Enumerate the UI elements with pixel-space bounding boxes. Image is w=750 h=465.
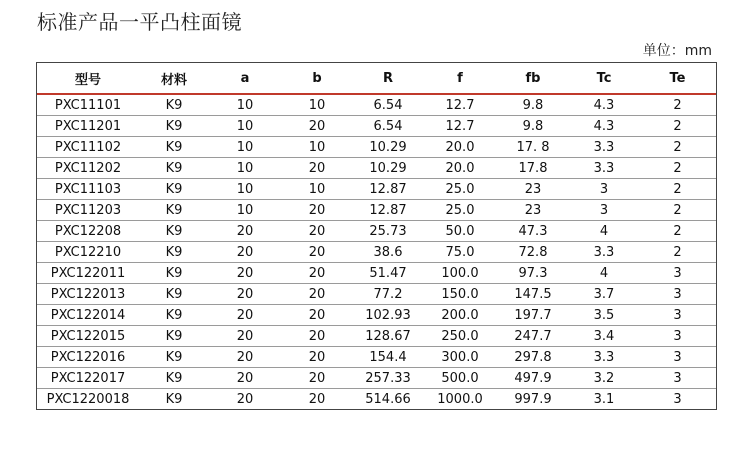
- cell-f: 50.0: [423, 221, 497, 242]
- header-fb: fb: [497, 63, 569, 94]
- cell-a: 10: [209, 116, 281, 137]
- table-row: [37, 284, 716, 305]
- cell-fb: 9.8: [497, 116, 569, 137]
- cell-model: PXC11103: [37, 179, 139, 200]
- cell-b: 20: [281, 158, 353, 179]
- cell-b: 20: [281, 284, 353, 305]
- cell-r: 51.47: [353, 263, 423, 284]
- cell-a: 20: [209, 221, 281, 242]
- cell-b: 10: [281, 179, 353, 200]
- table-row: [37, 389, 716, 410]
- cell-b: 20: [281, 263, 353, 284]
- cell-fb: 23: [497, 179, 569, 200]
- cell-f: 12.7: [423, 116, 497, 137]
- cell-material: K9: [139, 137, 209, 158]
- cell-tc: 4.3: [593, 97, 615, 113]
- cell-material: K9: [139, 116, 209, 137]
- cell-te: 2: [639, 221, 716, 242]
- cell-tc: 3.4: [569, 326, 639, 347]
- cell-r: 12.87: [353, 179, 423, 200]
- cell-a: 20: [209, 347, 281, 368]
- cell-te: 2: [673, 97, 682, 113]
- cell-r: 77.2: [353, 284, 423, 305]
- cell-material: K9: [139, 263, 209, 284]
- cell-a: 20: [209, 389, 281, 410]
- cell-a: 10: [236, 97, 254, 113]
- header-b: b: [281, 63, 353, 94]
- cell-te: 2: [639, 158, 716, 179]
- cell-model: PXC122013: [37, 284, 139, 305]
- cell-material: K9: [139, 158, 209, 179]
- table-row: [37, 179, 716, 200]
- cell-te: 3: [639, 284, 716, 305]
- cell-f: 250.0: [423, 326, 497, 347]
- cell-tc: 4.3: [569, 116, 639, 137]
- cell-fb: 17. 8: [497, 137, 569, 158]
- cell-a: 10: [209, 179, 281, 200]
- cell-f: 25.0: [423, 179, 497, 200]
- cell-a: 20: [209, 242, 281, 263]
- cell-material: K9: [139, 242, 209, 263]
- cell-te: 3: [639, 305, 716, 326]
- cell-a: 20: [209, 305, 281, 326]
- cell-r: 102.93: [353, 305, 423, 326]
- cell-fb: 97.3: [497, 263, 569, 284]
- table-row: [37, 347, 716, 368]
- cell-fb: 17.8: [497, 158, 569, 179]
- cell-fb: 197.7: [497, 305, 569, 326]
- cell-material: K9: [139, 221, 209, 242]
- cell-r: 514.66: [353, 389, 423, 410]
- cell-te: 2: [639, 242, 716, 263]
- table-row: [37, 242, 716, 263]
- cell-model: PXC11201: [37, 116, 139, 137]
- cell-r: 6.54: [373, 97, 403, 113]
- cell-fb: 147.5: [497, 284, 569, 305]
- cell-tc: 3.1: [569, 389, 639, 410]
- cell-tc: 3.7: [569, 284, 639, 305]
- cell-model: PXC11202: [37, 158, 139, 179]
- cell-b: 20: [281, 200, 353, 221]
- table-row: [37, 221, 716, 242]
- cell-a: 10: [209, 200, 281, 221]
- cell-b: 20: [281, 305, 353, 326]
- cell-f: 25.0: [423, 200, 497, 221]
- unit-label: 单位：mm: [642, 43, 712, 59]
- cell-model: PXC122011: [37, 263, 139, 284]
- cell-fb: 47.3: [497, 221, 569, 242]
- cell-te: 2: [639, 116, 716, 137]
- cell-f: 12.7: [445, 97, 475, 113]
- cell-material: K9: [139, 389, 209, 410]
- spec-table: [37, 63, 716, 409]
- cell-material: K9: [139, 368, 209, 389]
- cell-r: 10.29: [353, 137, 423, 158]
- cell-material: K9: [139, 305, 209, 326]
- cell-tc: 3.3: [569, 242, 639, 263]
- cell-f: 75.0: [423, 242, 497, 263]
- cell-fb: 997.9: [497, 389, 569, 410]
- cell-f: 20.0: [423, 158, 497, 179]
- cell-material: K9: [139, 347, 209, 368]
- table-row: [37, 94, 716, 116]
- cell-a: 20: [209, 263, 281, 284]
- table-row: [37, 200, 716, 221]
- cell-model: PXC11203: [37, 200, 139, 221]
- cell-r: 128.67: [353, 326, 423, 347]
- header-te: Te: [639, 63, 716, 94]
- cell-tc: 3.5: [569, 305, 639, 326]
- cell-te: 3: [639, 326, 716, 347]
- cell-b: 20: [281, 368, 353, 389]
- cell-tc: 3.3: [569, 137, 639, 158]
- cell-tc: 4: [569, 263, 639, 284]
- cell-r: 10.29: [353, 158, 423, 179]
- cell-te: 3: [639, 389, 716, 410]
- header-model: 型号: [37, 63, 139, 94]
- cell-f: 1000.0: [423, 389, 497, 410]
- cell-f: 300.0: [423, 347, 497, 368]
- cell-f: 150.0: [423, 284, 497, 305]
- cell-a: 10: [209, 158, 281, 179]
- cell-a: 20: [209, 368, 281, 389]
- cell-te: 3: [639, 368, 716, 389]
- cell-a: 10: [209, 137, 281, 158]
- cell-b: 20: [281, 221, 353, 242]
- cell-model: PXC1220018: [37, 389, 139, 410]
- cell-model: PXC12208: [37, 221, 139, 242]
- cell-tc: 3.3: [569, 347, 639, 368]
- cell-model: PXC11101: [54, 97, 122, 113]
- cell-te: 3: [639, 263, 716, 284]
- cell-a: 20: [209, 326, 281, 347]
- cell-model: PXC122014: [37, 305, 139, 326]
- cell-b: 20: [281, 116, 353, 137]
- cell-r: 38.6: [353, 242, 423, 263]
- cell-te: 2: [639, 179, 716, 200]
- cell-fb: 297.8: [497, 347, 569, 368]
- cell-tc: 4: [569, 221, 639, 242]
- page-title: 标准产品一平凸柱面镜: [37, 10, 242, 34]
- header-a: a: [209, 63, 281, 94]
- spec-table-container: [36, 62, 717, 410]
- cell-f: 200.0: [423, 305, 497, 326]
- table-row: [37, 305, 716, 326]
- cell-tc: 3.3: [569, 158, 639, 179]
- cell-f: 500.0: [423, 368, 497, 389]
- header-material: 材料: [139, 63, 209, 94]
- cell-a: 20: [209, 284, 281, 305]
- cell-b: 20: [281, 347, 353, 368]
- cell-fb: 9.8: [522, 97, 544, 113]
- cell-fb: 247.7: [497, 326, 569, 347]
- cell-b: 10: [281, 137, 353, 158]
- cell-r: 12.87: [353, 200, 423, 221]
- table-body: [37, 94, 716, 409]
- cell-b: 20: [281, 389, 353, 410]
- cell-b: 20: [281, 326, 353, 347]
- table-row: [37, 137, 716, 158]
- cell-material: K9: [139, 200, 209, 221]
- cell-te: 2: [639, 137, 716, 158]
- cell-tc: 3: [569, 200, 639, 221]
- cell-te: 2: [639, 200, 716, 221]
- cell-fb: 23: [497, 200, 569, 221]
- cell-tc: 3: [569, 179, 639, 200]
- cell-tc: 3.2: [569, 368, 639, 389]
- cell-r: 6.54: [353, 116, 423, 137]
- header-f: f: [423, 63, 497, 94]
- cell-model: PXC122016: [37, 347, 139, 368]
- cell-fb: 497.9: [497, 368, 569, 389]
- cell-r: 25.73: [353, 221, 423, 242]
- cell-model: PXC122015: [37, 326, 139, 347]
- table-header-row: [37, 63, 716, 94]
- cell-material: K9: [139, 284, 209, 305]
- cell-model: PXC122017: [37, 368, 139, 389]
- table-row: [37, 326, 716, 347]
- cell-r: 154.4: [353, 347, 423, 368]
- cell-f: 100.0: [423, 263, 497, 284]
- cell-fb: 72.8: [497, 242, 569, 263]
- cell-model: PXC11102: [37, 137, 139, 158]
- cell-b: 10: [308, 97, 326, 113]
- table-row: [37, 368, 716, 389]
- cell-b: 20: [281, 242, 353, 263]
- cell-material: K9: [139, 179, 209, 200]
- cell-r: 257.33: [353, 368, 423, 389]
- cell-model: PXC12210: [37, 242, 139, 263]
- cell-f: 20.0: [423, 137, 497, 158]
- header-tc: Tc: [569, 63, 639, 94]
- cell-material: K9: [139, 326, 209, 347]
- header-r: R: [353, 63, 423, 94]
- table-row: [37, 116, 716, 137]
- table-row: [37, 263, 716, 284]
- cell-te: 3: [639, 347, 716, 368]
- cell-material: K9: [165, 97, 183, 113]
- table-row: [37, 158, 716, 179]
